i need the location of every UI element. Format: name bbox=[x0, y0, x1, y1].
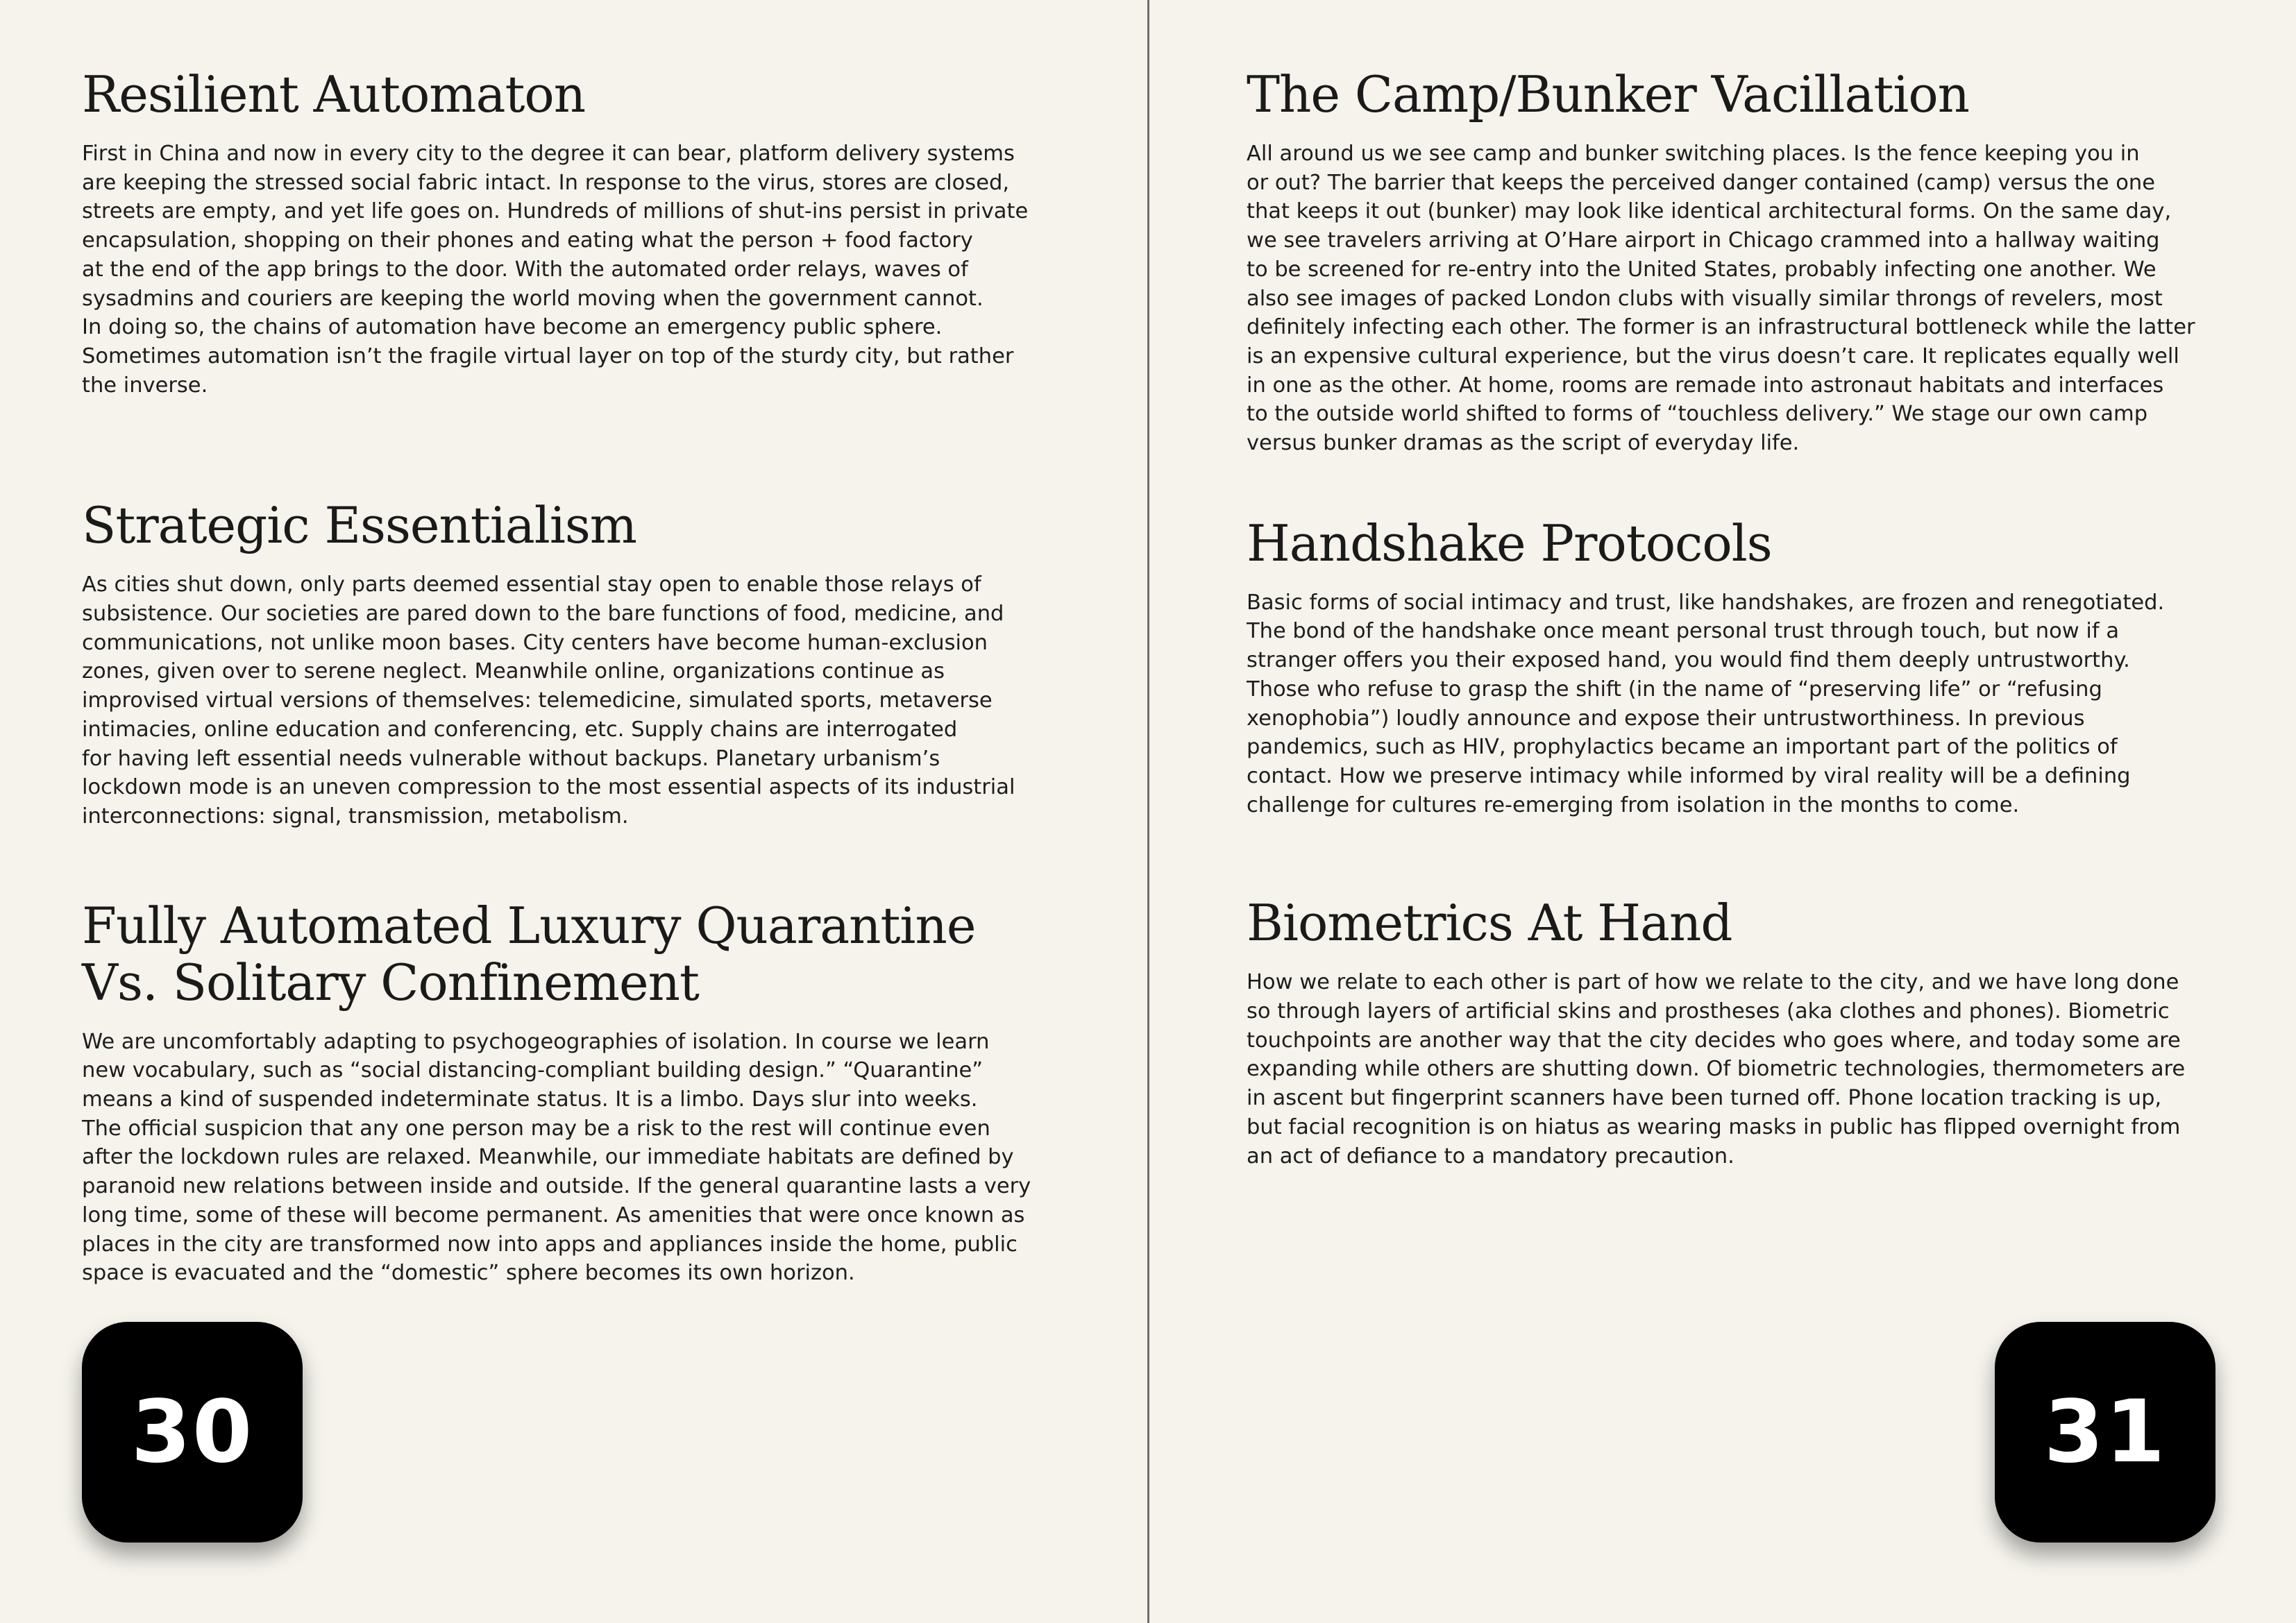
page-number-badge bbox=[1995, 1322, 2215, 1543]
section-heading: Biometrics At Hand bbox=[1247, 894, 1732, 953]
section-heading: Strategic Essentialism bbox=[82, 496, 637, 555]
section-strategic-essentialism bbox=[82, 497, 1067, 831]
right-page bbox=[1148, 0, 2296, 1623]
section-heading: Fully Automated Luxury Quarantine Vs. Solitary Confinement bbox=[82, 896, 976, 1012]
section-fully-automated-luxury-quarantine bbox=[82, 897, 1067, 1288]
section-heading: Handshake Protocols bbox=[1247, 513, 1772, 572]
left-column bbox=[82, 66, 1067, 1288]
section-heading: Resilient Automaton bbox=[82, 65, 586, 124]
section-biometrics-at-hand bbox=[1247, 894, 2232, 1171]
section-body: As cities shut down, only parts deemed essential stay open to enable those relays of subsistence. Our societies are pared down to the bare functions of food, medicine, and communications, not unlike moon bases. City centers have become human-exclusion zones, given over to serene neglect. Meanwhile online, organizations continue as improvised virtual versions of themselves: telemedicine, simulated sports, metaverse intimacies, online education and conferencing, etc. Supply chains are interrogated for having left essential needs vulnerable without backups. Planetary urbanism’s lockdown mode is an uneven compression to the most essential aspects of its industrial interconnections: signal, transmission, metabolism. bbox=[82, 572, 1015, 829]
section-handshake-protocols bbox=[1247, 515, 2232, 820]
section-camp-bunker-vacillation bbox=[1247, 66, 2232, 458]
section-body: Basic forms of social intimacy and trust, like handshakes, are frozen and renegotiated. The bond of the handshake once meant personal trust through touch, but now if a stranger offers you their exposed hand, you would find them deeply untrustworthy. Those who refuse to grasp the shift (in the name of “preserving life” or “refusing xenophobia”) loudly announce and expose their untrustworthiness. In previous pandemics, such as HIV, prophylactics became an important part of the politics of contact. How we preserve intimacy while informed by viral reality will be a defining challenge for cultures re-emerging from isolation in the months to come. bbox=[1247, 590, 2165, 817]
section-resilient-automaton bbox=[82, 66, 1067, 400]
right-column bbox=[1247, 66, 2232, 1171]
section-body: First in China and now in every city to the degree it can bear, platform delivery systems are keeping the stressed social fabric intact. In response to the virus, stores are closed, streets are empty, and yet life goes on. Hundreds of millions of shut-ins persist in private encapsulation, shopping on their phones and eating what the person + food factory at the end of the app brings to the door. With the automated order relays, waves of sysadmins and couriers are keeping the world moving when the government cannot. In doing so, the chains of automation have become an emergency public sphere. Sometimes automation isn’t the fragile virtual layer on top of the sturdy city, but rather the inverse. bbox=[82, 142, 1029, 398]
page-number: 30 bbox=[130, 1382, 254, 1482]
section-body: How we relate to each other is part of how we relate to the city, and we have long done so through layers of artificial skins and prostheses (aka clothes and phones). Biometric touchpoints are another way that the city decides who goes where, and today some are expanding while others are shutting down. Of biometric technologies, thermometers are in ascent but fingerprint scanners have been turned off. Phone location tracking is up, but facial recognition is on hiatus as wearing masks in public has flipped overnight from an act of defiance to a mandatory precaution. bbox=[1247, 970, 2186, 1169]
page-number: 31 bbox=[2043, 1382, 2167, 1482]
page-number-badge bbox=[82, 1322, 303, 1543]
section-body: We are uncomfortably adapting to psychogeographies of isolation. In course we learn new vocabulary, such as “social distancing-compliant building design.” “Quarantine” means a kind of suspended indeterminate status. It is a limbo. Days slur into weeks. The official suspicion that any one person may be a risk to the rest will continue even after the lockdown rules are relaxed. Meanwhile, our immediate habitats are defined by paranoid new relations between inside and outside. If the general quarantine lasts a very long time, some of these will become permanent. As amenities that were once known as places in the city are transformed now into apps and appliances inside the home, public space is evacuated and the “domestic” sphere becomes its own horizon. bbox=[82, 1029, 1031, 1286]
section-heading: The Camp/Bunker Vacillation bbox=[1247, 65, 1970, 124]
section-body: All around us we see camp and bunker switching places. Is the fence keeping you in or out? The barrier that keeps the perceived danger contained (camp) versus the one that keeps it out (bunker) may look like identical architectural forms. On the same day, we see travelers arriving at O’Hare airport in Chicago crammed into a hallway waiting to be screened for re-entry into the United States, probably infecting one another. We also see images of packed London clubs with visually similar throngs of revelers, most definitely infecting each other. The former is an infrastructural bottleneck while the latter is an expensive cultural experience, but the virus doesn’t care. It replicates equally well in one as the other. At home, rooms are remade into astronaut habitats and interfaces to the outside world shifted to forms of “touchless delivery.” We stage our own camp versus bunker dramas as the script of everyday life. bbox=[1247, 142, 2195, 456]
